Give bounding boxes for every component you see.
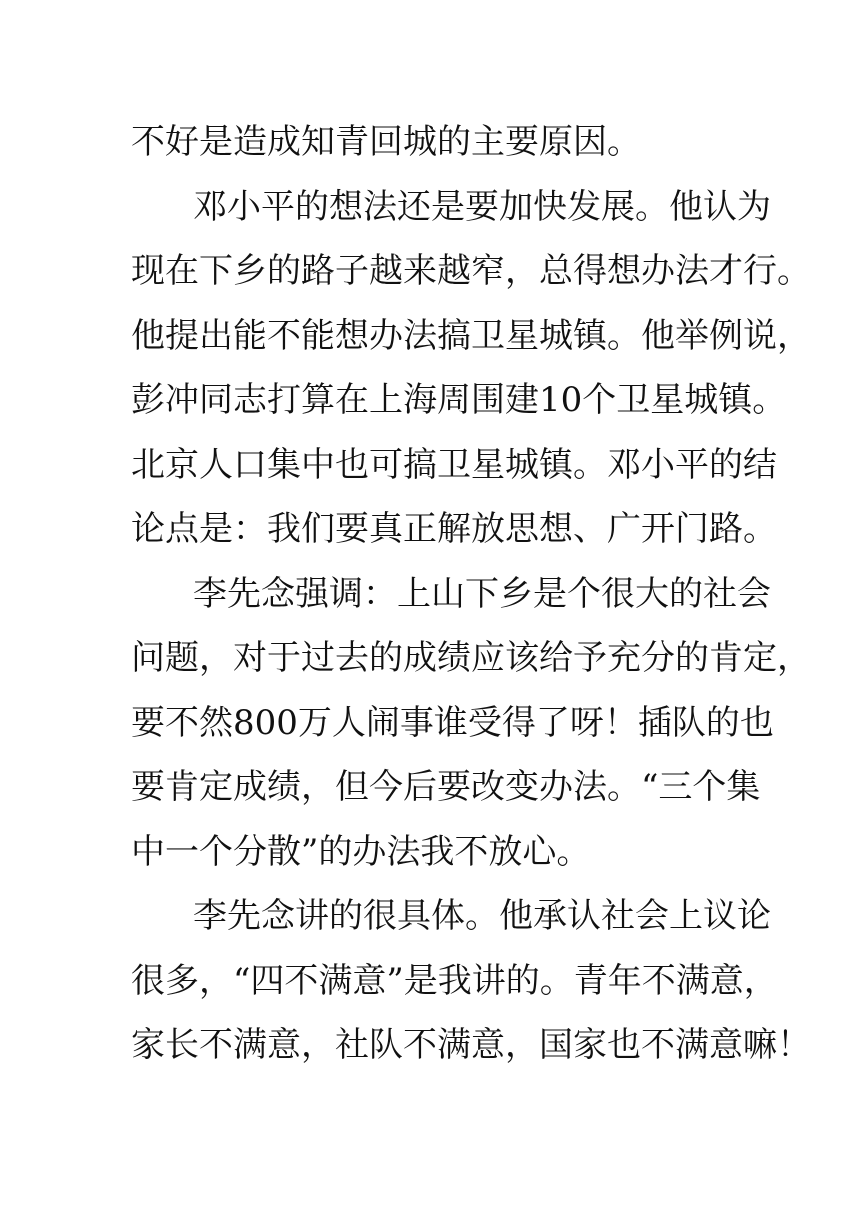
text-line-2: 邓小平的想法还是要加快发展。他认为 <box>193 186 771 227</box>
text-line-9: 问题，对于过去的成绩应该给予充分的肯定， <box>131 638 811 678</box>
text-line-13: 李先念讲的很具体。他承认社会上议论 <box>193 896 771 936</box>
text-line-15: 家长不满意，社队不满意，国家也不满意嘛！ <box>131 1025 811 1065</box>
text-line-14: 很多，“四不满意”是我讲的。青年不满意， <box>131 960 778 1001</box>
text-line-5: 彭冲同志打算在上海周围建10个卫星城镇。 <box>131 380 787 420</box>
text-line-10: 要不然800万人闹事谁受得了呀！插队的也 <box>131 702 774 743</box>
text-line-11: 要肯定成绩，但今后要改变办法。“三个集 <box>131 767 761 807</box>
text-line-1: 不好是造成知青回城的主要原因。 <box>131 122 641 162</box>
text-line-3: 现在下乡的路子越来越窄，总得想办法才行。 <box>131 251 811 291</box>
text-line-12: 中一个分散”的办法我不放心。 <box>131 831 591 872</box>
text-line-6: 北京人口集中也可搞卫星城镇。邓小平的结 <box>131 444 777 485</box>
text-line-7: 论点是：我们要真正解放思想、广开门路。 <box>131 509 777 549</box>
text-line-8: 李先念强调：上山下乡是个很大的社会 <box>193 573 771 614</box>
text-line-4: 他提出能不能想办法搞卫星城镇。他举例说， <box>131 315 811 356</box>
body-text <box>131 110 811 1078</box>
